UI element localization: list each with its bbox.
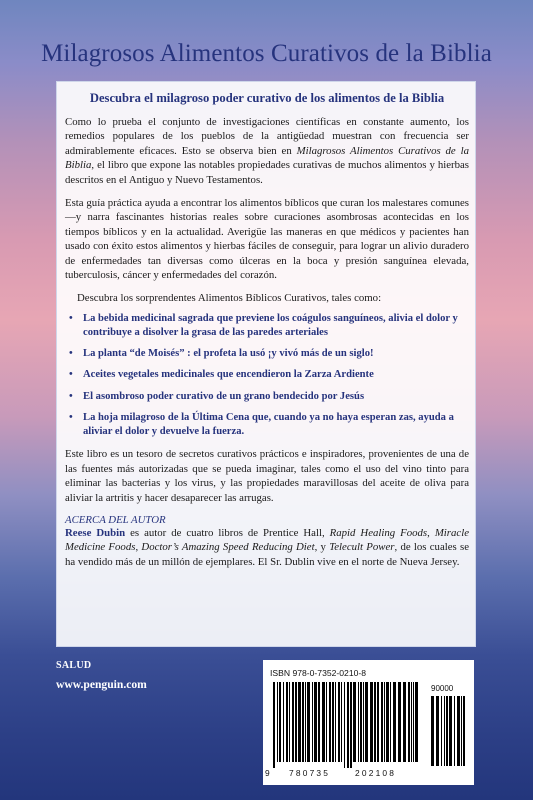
isbn-label: ISBN 978-0-7352-0210-8 bbox=[270, 668, 367, 678]
barcode-bar bbox=[277, 682, 278, 762]
treasure-paragraph: Este libro es un tesoro de secretos curativos prácticos e inspiradores, provenientes de una de las fuentes más autorizadas que se pueda imaginar, tales como el uso del vino tinto para eliminar las bacterias y los virus, y las propiedades maravillosas del aceite de oliva para aliviar la artritis y hacer desaparecer las arrugas. bbox=[65, 448, 469, 504]
barcode-bar bbox=[446, 696, 448, 766]
barcode-bar bbox=[444, 696, 445, 766]
barcode-digit-first: 9 bbox=[265, 768, 270, 778]
benefit-item: • La hoja milagroso de la Última Cena que, cuando ya no haya esperan zas, ayuda a aliviar el dolor y devuelve la fuerza. bbox=[69, 411, 469, 439]
author-bio-separator: , bbox=[135, 541, 142, 554]
barcode-bar bbox=[314, 682, 317, 762]
barcode-bar bbox=[344, 682, 345, 768]
barcode-bar bbox=[393, 682, 396, 762]
barcode-bar bbox=[457, 696, 460, 766]
intro-text: Como lo prueba el conjunto de investigaciones científicas en constante aumento, los remedios populares de los pueblos de la antigüedad muestran con frecuencia ser admirablemente eficaces. Esto se observa bien en bbox=[65, 116, 469, 157]
barcode-bar bbox=[312, 682, 313, 762]
panel-subtitle: Descubra el milagroso poder curativo de los alimentos de la Biblia bbox=[89, 91, 445, 105]
barcode-bar bbox=[411, 682, 412, 762]
barcode-bar bbox=[318, 682, 320, 762]
barcode-bar bbox=[381, 682, 383, 762]
barcode-bar bbox=[441, 696, 442, 766]
barcode-bar bbox=[338, 682, 340, 762]
barcode-bar bbox=[415, 682, 418, 762]
addon-number: 90000 bbox=[431, 684, 454, 693]
guide-paragraph: Esta guía práctica ayuda a encontrar los alimentos bíblicos que curan los malestares comunes—y narra fascinantes historias reales sobre curaciones asombrosas acontecidas en los tiempos bíblicos y en la actualidad. Averigüe las maneras en que médicos y pacientes han usado con éxito estos alimentos y hierbas fáciles de conseguir, para lograr un alivio duradero de enfermedades tan diversas como úlceras en la boca y presión sanguínea elevada, tuberculosis, cáncer y enfermedades del corazón. bbox=[65, 197, 469, 282]
barcode-bar bbox=[283, 682, 284, 762]
benefit-item: • Aceites vegetales medicinales que encendieron la Zarza Ardiente bbox=[69, 368, 469, 382]
barcode-bar bbox=[431, 696, 434, 766]
list-intro: Descubra los sorprendentes Alimentos Bíblicos Curativos, tales como: bbox=[77, 292, 382, 305]
barcode-bar bbox=[374, 682, 376, 762]
intro-paragraph bbox=[65, 115, 469, 187]
barcode-digits-left: 780735 bbox=[289, 768, 331, 778]
barcode-bar bbox=[384, 682, 385, 762]
back-cover-text-panel bbox=[56, 81, 476, 647]
author-bio-text: es autor de cuatro libros de Prentice Hall, bbox=[125, 526, 330, 539]
panel-content bbox=[65, 91, 469, 569]
author-bio-text: , de los cuales se ha vendido más de un millón de ejemplares. El Sr. Dublin vive en el norte de Nueva Jersey. bbox=[65, 541, 470, 568]
barcode-bar bbox=[377, 682, 379, 762]
barcode-box bbox=[263, 660, 474, 785]
intro-text-end: , el libro que expone las notables propiedades curativas de muchos alimentos y hierbas descritos en el Antiguo y Nuevo Testamentos. bbox=[65, 159, 469, 186]
barcode-bar bbox=[360, 682, 362, 762]
barcode-bar bbox=[326, 682, 327, 762]
author-name: Reese Dubin bbox=[65, 526, 126, 539]
barcode-bar bbox=[332, 682, 334, 762]
barcode-bar bbox=[298, 682, 301, 762]
barcode-bar bbox=[370, 682, 373, 762]
barcode-bar bbox=[273, 682, 275, 768]
barcode-bar bbox=[436, 696, 439, 766]
benefits-list bbox=[65, 312, 469, 439]
barcode-bar bbox=[347, 682, 349, 768]
barcode-bar bbox=[463, 696, 465, 766]
barcode-bar bbox=[358, 682, 359, 762]
barcode-bar bbox=[329, 682, 331, 762]
benefit-item: • La bebida medicinal sagrada que previene los coágulos sanguíneos, alivia el dolor y contribuye a disolver la grasa de las paredes arteriales bbox=[69, 312, 469, 340]
barcode-bar bbox=[292, 682, 294, 762]
author-heading: ACERCA DEL AUTOR bbox=[65, 513, 166, 526]
barcode-bar bbox=[386, 682, 389, 762]
barcode-bar bbox=[335, 682, 336, 762]
benefit-item: • La planta “de Moisés” : el profeta la usó ¡y vivó más de un siglo! bbox=[69, 347, 469, 361]
barcode-bar bbox=[341, 682, 342, 762]
barcode-bar bbox=[408, 682, 410, 762]
author-bio bbox=[65, 526, 469, 569]
author-book-title: Rapid Healing Foods bbox=[329, 526, 428, 539]
barcode-bar bbox=[322, 682, 325, 762]
barcode-bar bbox=[353, 682, 356, 762]
barcode-bar bbox=[403, 682, 406, 762]
category-label: SALUD bbox=[56, 660, 92, 671]
barcode-bar bbox=[454, 696, 455, 766]
ean13-barcode bbox=[271, 682, 421, 768]
author-book-title: Miracle Medicine Foods bbox=[65, 526, 469, 554]
barcode-bar bbox=[413, 682, 414, 762]
intro-title-italic: Milagrosos Alimentos Curativos de la Biblia bbox=[65, 144, 469, 172]
barcode-bar bbox=[279, 682, 281, 762]
book-title: Milagrosos Alimentos Curativos de la Biblia bbox=[41, 40, 492, 67]
author-bio-separator: , bbox=[427, 526, 435, 539]
author-bio-separator: , y bbox=[314, 541, 330, 554]
barcode-bar bbox=[350, 682, 352, 768]
barcode-bar bbox=[289, 682, 290, 762]
barcode-bar bbox=[302, 682, 304, 762]
barcode-bar bbox=[461, 696, 462, 766]
barcode-bar bbox=[449, 696, 452, 766]
author-book-title: Telecult Power bbox=[329, 541, 395, 554]
barcode-bar bbox=[363, 682, 364, 762]
barcode-bar bbox=[295, 682, 297, 762]
barcode-bar bbox=[286, 682, 288, 762]
barcode-digits-right: 202108 bbox=[355, 768, 397, 778]
author-book-title: Doctor’s Amazing Speed Reducing Diet bbox=[141, 541, 315, 554]
barcode-bar bbox=[390, 682, 391, 762]
benefit-item: • El asombroso poder curativo de un grano bendecido por Jesús bbox=[69, 390, 469, 404]
barcode-bar bbox=[365, 682, 368, 762]
barcode-bar bbox=[307, 682, 310, 762]
barcode-bar bbox=[398, 682, 401, 762]
addon-barcode bbox=[429, 696, 467, 768]
publisher-website: www.penguin.com bbox=[56, 678, 147, 691]
barcode-bar bbox=[305, 682, 306, 762]
